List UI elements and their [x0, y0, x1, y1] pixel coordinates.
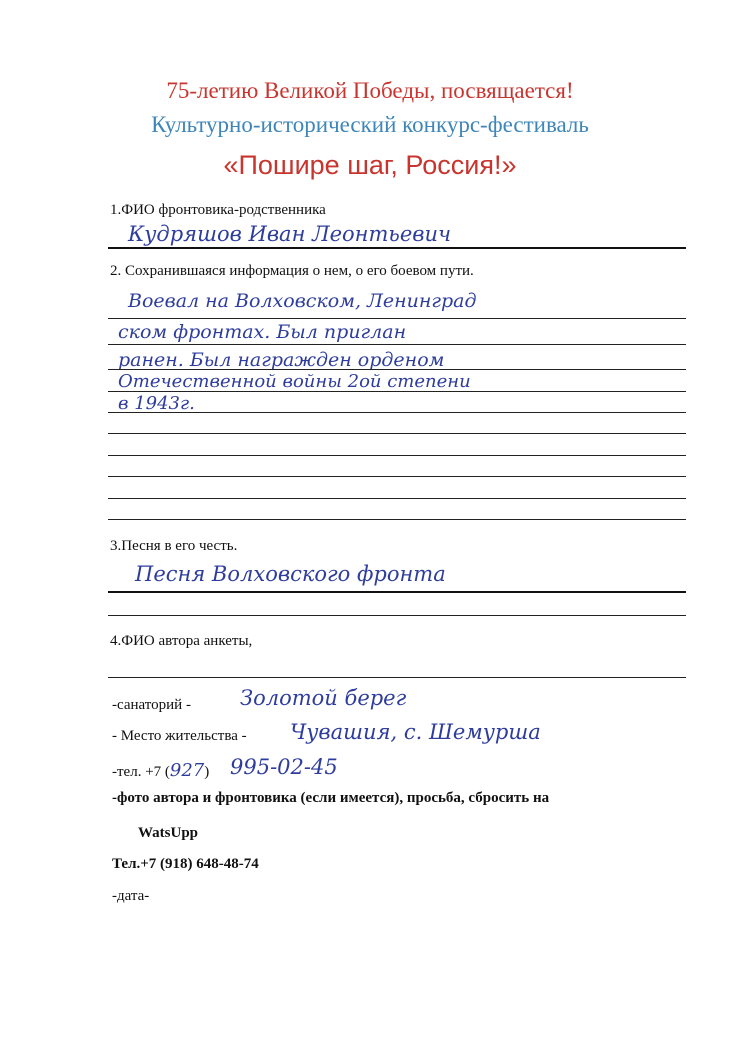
q2-line-1: [108, 318, 686, 319]
q3-answer-line: [108, 591, 686, 593]
q2-line-4: [108, 391, 686, 392]
q2-answer-line-1: Воевал на Волховском, Ленинград: [128, 290, 477, 312]
q2-answer-line-3: ранен. Был награжден орденом: [118, 349, 445, 371]
q2-answer-line-2: ском фронтах. Был приглан: [118, 321, 407, 343]
photo-note-app: WatsUpp: [138, 825, 199, 841]
q2-line-5: [108, 412, 686, 413]
q3-label: 3.Песня в его честь.: [110, 538, 238, 554]
header-festival-title: Культурно-исторический конкурс-фестиваль: [151, 112, 589, 137]
q1-label: 1.ФИО фронтовика-родственника: [110, 202, 326, 218]
sanatorium-value: Золотой берег: [240, 686, 407, 710]
header-slogan: «Пошире шаг, Россия!»: [223, 150, 517, 180]
phone-paren: ): [204, 764, 210, 780]
q4-label: 4.ФИО автора анкеты,: [110, 633, 253, 649]
residence-value: Чувашия, с. Шемурша: [290, 720, 541, 744]
residence-label: - Место жительства -: [112, 728, 247, 744]
q3-line-2: [108, 615, 686, 616]
q2-line-9: [108, 498, 686, 499]
q2-label: 2. Сохранившаяся информация о нем, о его боевом пути.: [110, 263, 474, 279]
q2-line-10: [108, 519, 686, 520]
q2-line-8: [108, 476, 686, 477]
q1-answer-line: [108, 247, 686, 249]
date-label: -дата-: [112, 888, 150, 904]
header-dedication: 75-летию Великой Победы, посвящается!: [166, 78, 574, 103]
contact-phone: Тел.+7 (918) 648-48-74: [112, 856, 259, 872]
phone-code-value: 927: [169, 760, 205, 781]
sanatorium-label: -санаторий -: [112, 697, 191, 713]
phone-row: [112, 760, 209, 781]
q2-answer-line-5: в 1943г.: [118, 393, 195, 414]
q3-answer: Песня Волховского фронта: [135, 562, 446, 586]
phone-number-value: 995-02-45: [230, 755, 338, 779]
q2-line-3: [108, 369, 686, 370]
photo-note: -фото автора и фронтовика (если имеется), просьба, сбросить на: [112, 790, 550, 806]
q2-line-2: [108, 344, 686, 345]
q1-answer: Кудряшов Иван Леонтьевич: [128, 222, 452, 246]
q2-answer-line-4: Отечественной войны 2ой степени: [118, 371, 471, 392]
phone-label: -тел. +7 (: [112, 764, 170, 780]
q4-answer-line: [108, 677, 686, 678]
q2-line-6: [108, 433, 686, 434]
q2-line-7: [108, 455, 686, 456]
